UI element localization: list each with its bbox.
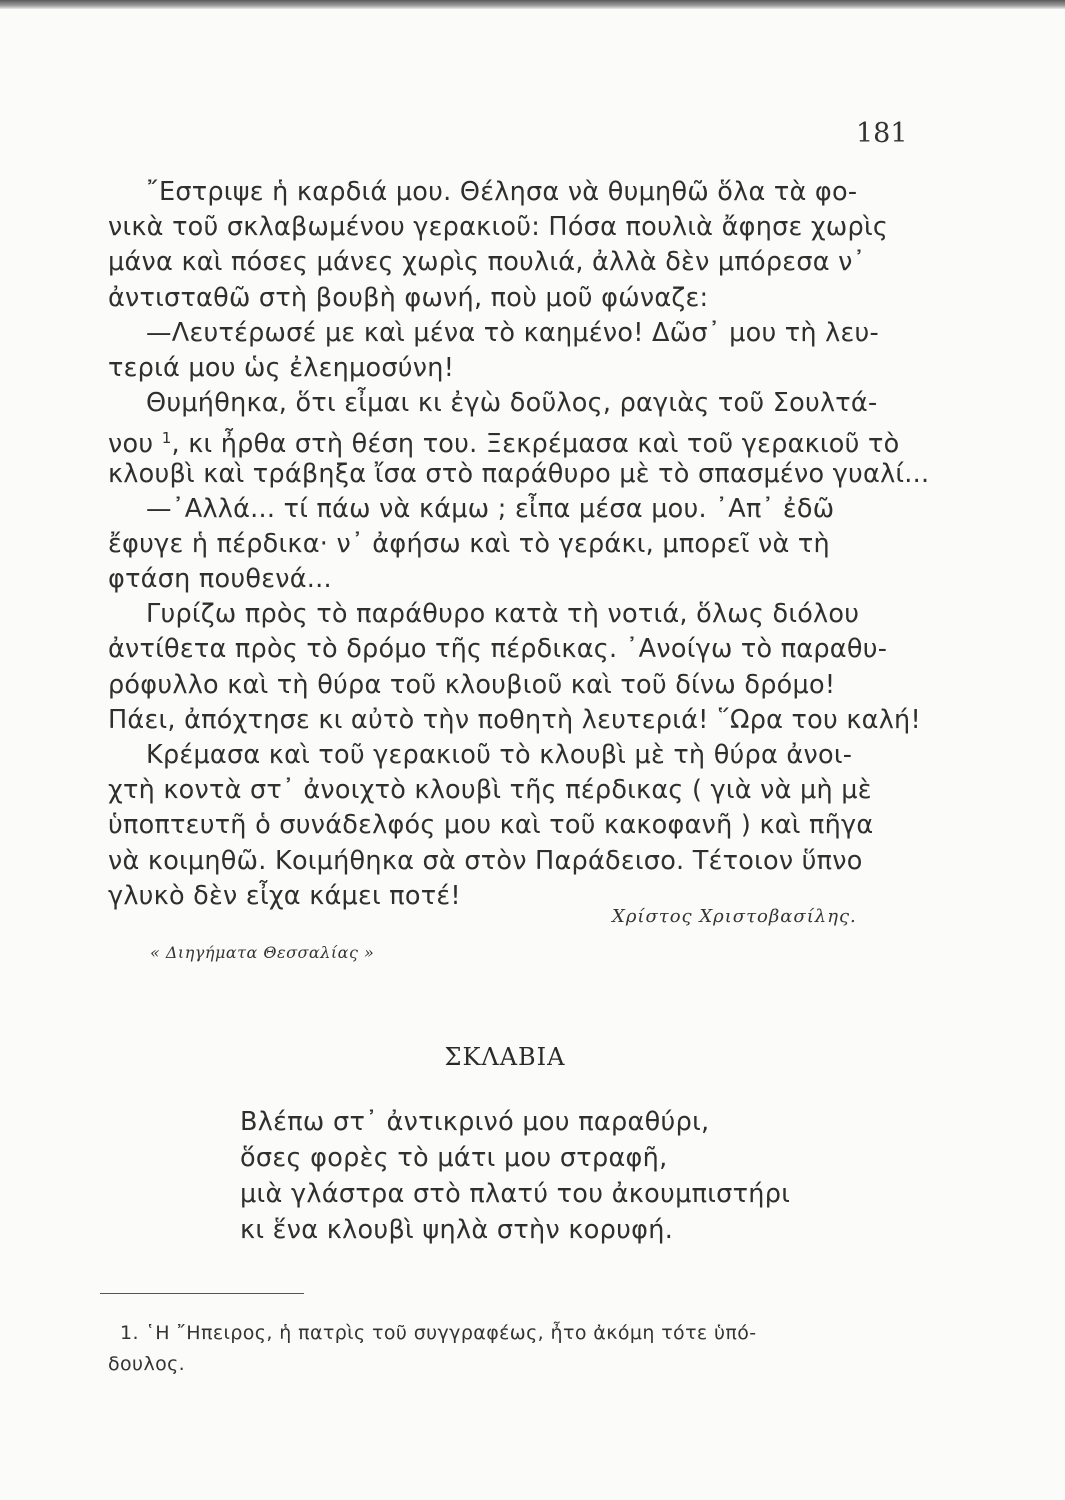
prose-line: ρόφυλλο καὶ τὴ θύρα τοῦ κλουβιοῦ καὶ τοῦ δίνω δρόμο! <box>108 669 836 700</box>
footnote-line: δουλος. <box>108 1353 186 1375</box>
page-number: 181 <box>856 118 908 149</box>
poem-verse: ὅσες φορὲς τὸ μάτι μου στραφῆ, <box>240 1143 668 1173</box>
prose-line: νὰ κοιμηθῶ. Κοιμήθηκα σὰ στὸν Παράδεισο. Τέτοιον ὕπνο <box>108 845 863 876</box>
prose-line: φτάση πουθενά... <box>108 564 332 595</box>
footnote-line: 1. ῾Η ῎Ηπειρος, ἡ πατρὶς τοῦ συγγραφέως, ἦτο ἀκόμη τότε ὑπό- <box>120 1322 757 1344</box>
scan-top-edge <box>0 0 1065 9</box>
footnote-marker: 1 <box>161 429 172 448</box>
prose-line: ἀντίθετα πρὸς τὸ δρόμο τῆς πέρδικας. ᾿Ανοίγω τὸ παραθυ- <box>108 634 888 665</box>
prose-line: ἔφυγε ἡ πέρδικα· ν᾿ ἀφήσω καὶ τὸ γεράκι, μπορεῖ νὰ τὴ <box>108 528 830 559</box>
poem-block <box>240 1104 840 1248</box>
poem-verse: Βλέπω στ᾿ ἀντικρινό μου παραθύρι, <box>240 1107 710 1137</box>
poem-verse: μιὰ γλάστρα στὸ πλατύ του ἀκουμπιστήρι <box>240 1179 791 1209</box>
prose-line: Γυρίζω πρὸς τὸ παράθυρο κατὰ τὴ νοτιά, ὅλως διόλου <box>146 599 860 630</box>
prose-line-rest: , κι ἦρθα στὴ θέση του. Ξεκρέμασα καὶ τοῦ γερακιοῦ τὸ <box>171 429 900 460</box>
footnote-block <box>108 1318 938 1380</box>
poem-title: ΣΚΛΑΒΙΑ <box>444 1043 566 1071</box>
prose-line: νικὰ τοῦ σκλαβωμένου γερακιοῦ: Πόσα πουλιὰ ἄφησε χωρὶς <box>108 212 889 243</box>
prose-line-start: νου <box>108 429 154 460</box>
prose-line: ὑποπτευτῆ ὁ συνάδελφός μου καὶ τοῦ κακοφανῆ ) καὶ πῆγα <box>108 810 874 841</box>
source-citation: « Διηγήματα Θεσσαλίας » <box>150 943 375 962</box>
prose-line: Κρέμασα καὶ τοῦ γερακιοῦ τὸ κλουβὶ μὲ τὴ θύρα ἀνοι- <box>146 740 853 770</box>
prose-line: —᾿Αλλά... τί πάω νὰ κάμω ; εἶπα μέσα μου. ᾿Απ᾿ ἐδῶ <box>146 493 835 524</box>
footnote-divider <box>100 1293 304 1294</box>
prose-line: ῎Εστριψε ἡ καρδιά μου. Θέλησα νὰ θυμηθῶ ὅλα τὰ φο- <box>146 177 858 207</box>
prose-line: Θυμήθηκα, ὅτι εἶμαι κι ἐγὼ δοῦλος, ραγιὰς τοῦ Σουλτά- <box>146 388 878 419</box>
author-signature: Χρίστος Χριστοβασίλης. <box>612 906 857 927</box>
prose-line: —Λευτέρωσέ με καὶ μένα τὸ καημένο! Δῶσ᾿ μου τὴ λευ- <box>146 317 880 348</box>
prose-line-with-footnote <box>108 421 928 460</box>
prose-line: γλυκὸ δὲν εἶχα κάμει ποτέ! <box>108 880 461 911</box>
prose-line: χτὴ κοντὰ στ᾿ ἀνοιχτὸ κλουβὶ τῆς πέρδικας ( γιὰ νὰ μὴ μὲ <box>108 775 872 806</box>
poem-verse: κι ἕνα κλουβὶ ψηλὰ στὴν κορυφή. <box>240 1215 674 1245</box>
prose-line: μάνα καὶ πόσες μάνες χωρὶς πουλιά, ἀλλὰ δὲν μπόρεσα ν᾿ <box>108 247 866 278</box>
prose-line: ἀντισταθῶ στὴ βουβὴ φωνή, ποὺ μοῦ φώναζε: <box>108 282 709 313</box>
prose-line: κλουβὶ καὶ τράβηξα ἴσα στὸ παράθυρο μὲ τὸ σπασμένο γυαλί... <box>108 458 930 489</box>
prose-line: τεριά μου ὡς ἐλεημοσύνη! <box>108 352 455 383</box>
prose-line: Πάει, ἀπόχτησε κι αὐτὸ τὴν ποθητὴ λευτεριά! ῞Ωρα του καλή! <box>108 704 921 735</box>
prose-block <box>108 175 928 914</box>
